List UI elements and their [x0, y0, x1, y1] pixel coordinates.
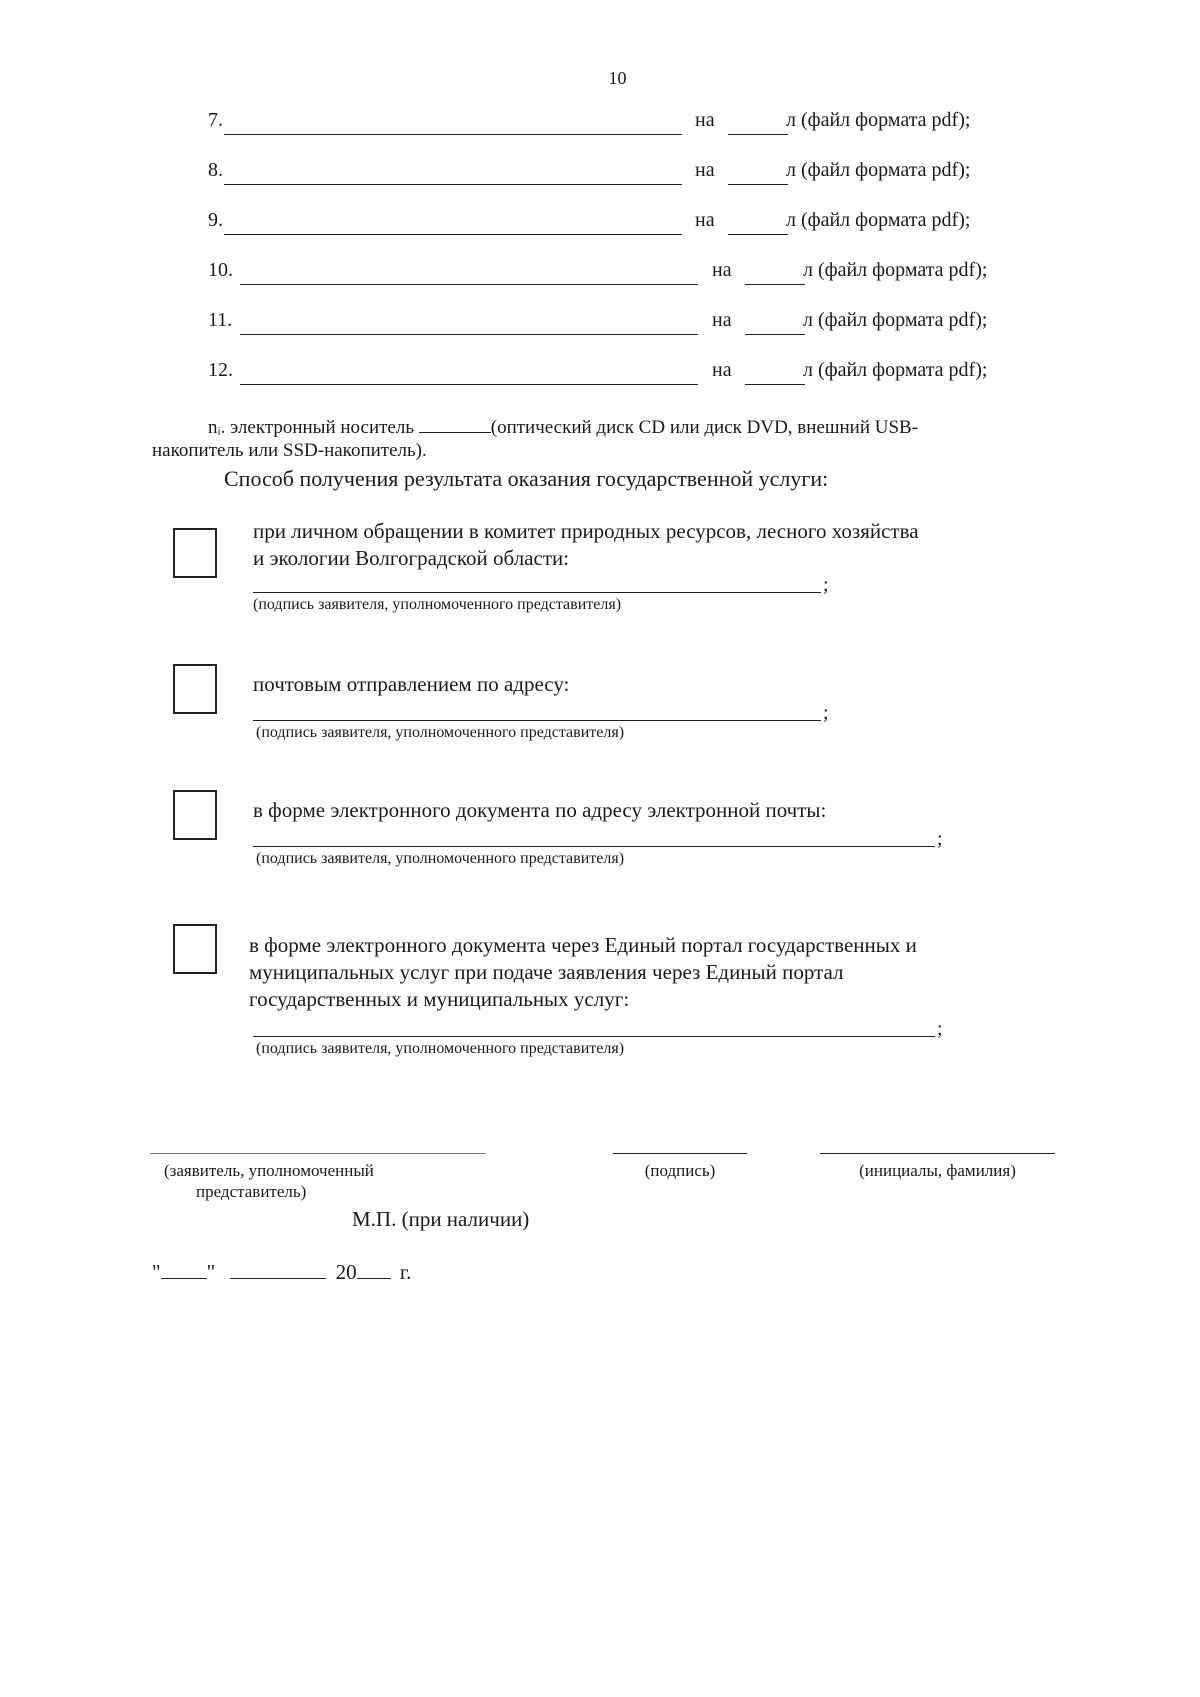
option-line: при личном обращении в комитет природных ресурсов, лесного хозяйства: [253, 519, 919, 543]
page-count-field[interactable]: [745, 284, 805, 285]
option-line: в форме электронного документа через Единый портал государственных и: [249, 933, 917, 957]
row-suffix: л (файл формата pdf);: [786, 159, 971, 181]
file-row: [208, 260, 1028, 288]
page-count-field[interactable]: [745, 334, 805, 335]
option-checkbox-post[interactable]: [173, 664, 217, 714]
signature-caption: (подпись заявителя, уполномоченного представителя): [253, 596, 622, 613]
method-heading: Способ получения результата оказания государственной услуги:: [224, 466, 829, 491]
row-na-label: на: [712, 359, 732, 381]
row-number: 12.: [208, 359, 233, 381]
option-line: почтовым отправлением по адресу:: [253, 672, 570, 696]
signature-caption: (подпись заявителя, уполномоченного представителя): [256, 724, 625, 741]
option-text-portal: [249, 932, 917, 1013]
initials-caption: (инициалы, фамилия): [859, 1161, 1016, 1180]
document-name-field[interactable]: [240, 334, 698, 335]
row-suffix: л (файл формата pdf);: [803, 359, 988, 381]
file-row: [208, 160, 1008, 188]
row-na-label: на: [695, 159, 715, 181]
row-number: 8.: [208, 159, 223, 181]
row-na-label: на: [712, 309, 732, 331]
row-suffix: л (файл формата pdf);: [803, 309, 988, 331]
row-na-label: на: [695, 209, 715, 231]
option-checkbox-personal[interactable]: [173, 528, 217, 578]
file-row: [208, 210, 1008, 238]
file-row: [208, 360, 1028, 388]
applicant-caption: [150, 1160, 450, 1202]
signature-caption: (подпись заявителя, уполномоченного представителя): [256, 850, 625, 867]
file-row: [208, 110, 1008, 138]
signature-field[interactable]: [253, 846, 935, 847]
page-count-field[interactable]: [745, 384, 805, 385]
option-line: муниципальных услуг при подаче заявления через Единый портал: [249, 960, 844, 984]
media-line: [208, 416, 918, 439]
row-suffix: л (файл формата pdf);: [786, 109, 971, 131]
media-count-field[interactable]: [419, 416, 491, 433]
year-prefix: 20: [335, 1260, 357, 1284]
row-suffix: л (файл формата pdf);: [803, 259, 988, 281]
media-prefix: nᵢ. электронный носитель: [208, 417, 414, 438]
signature-caption: (подпись): [644, 1161, 716, 1180]
signature-caption: (подпись заявителя, уполномоченного представителя): [256, 1040, 625, 1057]
semicolon: ;: [937, 1018, 943, 1040]
page-count-field[interactable]: [728, 234, 788, 235]
page-count-field[interactable]: [728, 134, 788, 135]
signature-field[interactable]: [613, 1153, 747, 1154]
option-checkbox-email[interactable]: [173, 790, 217, 840]
document-name-field[interactable]: [224, 234, 682, 235]
row-number: 7.: [208, 109, 223, 131]
row-na-label: на: [712, 259, 732, 281]
applicant-caption-line: (заявитель, уполномоченный: [164, 1161, 374, 1180]
option-checkbox-portal[interactable]: [173, 924, 217, 974]
year-field[interactable]: [357, 1260, 391, 1279]
page-count-field[interactable]: [728, 184, 788, 185]
document-name-field[interactable]: [224, 184, 682, 185]
document-name-field[interactable]: [240, 284, 698, 285]
option-text-email: [253, 797, 826, 824]
media-description: (оптический диск CD или диск DVD, внешний USB-: [490, 417, 919, 438]
initials-field[interactable]: [820, 1153, 1055, 1154]
option-text-post: [253, 671, 569, 698]
option-line: и экологии Волгоградской области:: [253, 546, 570, 570]
row-na-label: на: [695, 109, 715, 131]
semicolon: ;: [937, 828, 943, 850]
file-row: [208, 310, 1028, 338]
quote-open: ": [152, 1260, 161, 1284]
signature-field[interactable]: [253, 720, 821, 721]
page-number: 10: [608, 68, 627, 88]
option-line: в форме электронного документа по адресу электронной почты:: [253, 798, 827, 822]
signature-field[interactable]: [253, 592, 821, 593]
semicolon: ;: [823, 702, 829, 724]
stamp-label: М.П. (при наличии): [352, 1207, 530, 1231]
quote-close: ": [206, 1260, 216, 1284]
row-number: 11.: [208, 309, 233, 331]
month-field[interactable]: [230, 1260, 326, 1279]
option-line: государственных и муниципальных услуг:: [249, 987, 630, 1011]
media-continuation: накопитель или SSD-накопитель).: [152, 440, 427, 461]
document-name-field[interactable]: [240, 384, 698, 385]
applicant-caption-line: представитель): [196, 1182, 307, 1201]
option-text-personal: [253, 518, 919, 572]
applicant-field[interactable]: [150, 1153, 486, 1154]
year-suffix: г.: [399, 1260, 412, 1284]
row-suffix: л (файл формата pdf);: [786, 209, 971, 231]
row-number: 10.: [208, 259, 233, 281]
row-number: 9.: [208, 209, 223, 231]
semicolon: ;: [823, 574, 829, 596]
day-field[interactable]: [161, 1260, 207, 1279]
document-name-field[interactable]: [224, 134, 682, 135]
signature-field[interactable]: [253, 1036, 935, 1037]
date-line: [152, 1260, 411, 1285]
